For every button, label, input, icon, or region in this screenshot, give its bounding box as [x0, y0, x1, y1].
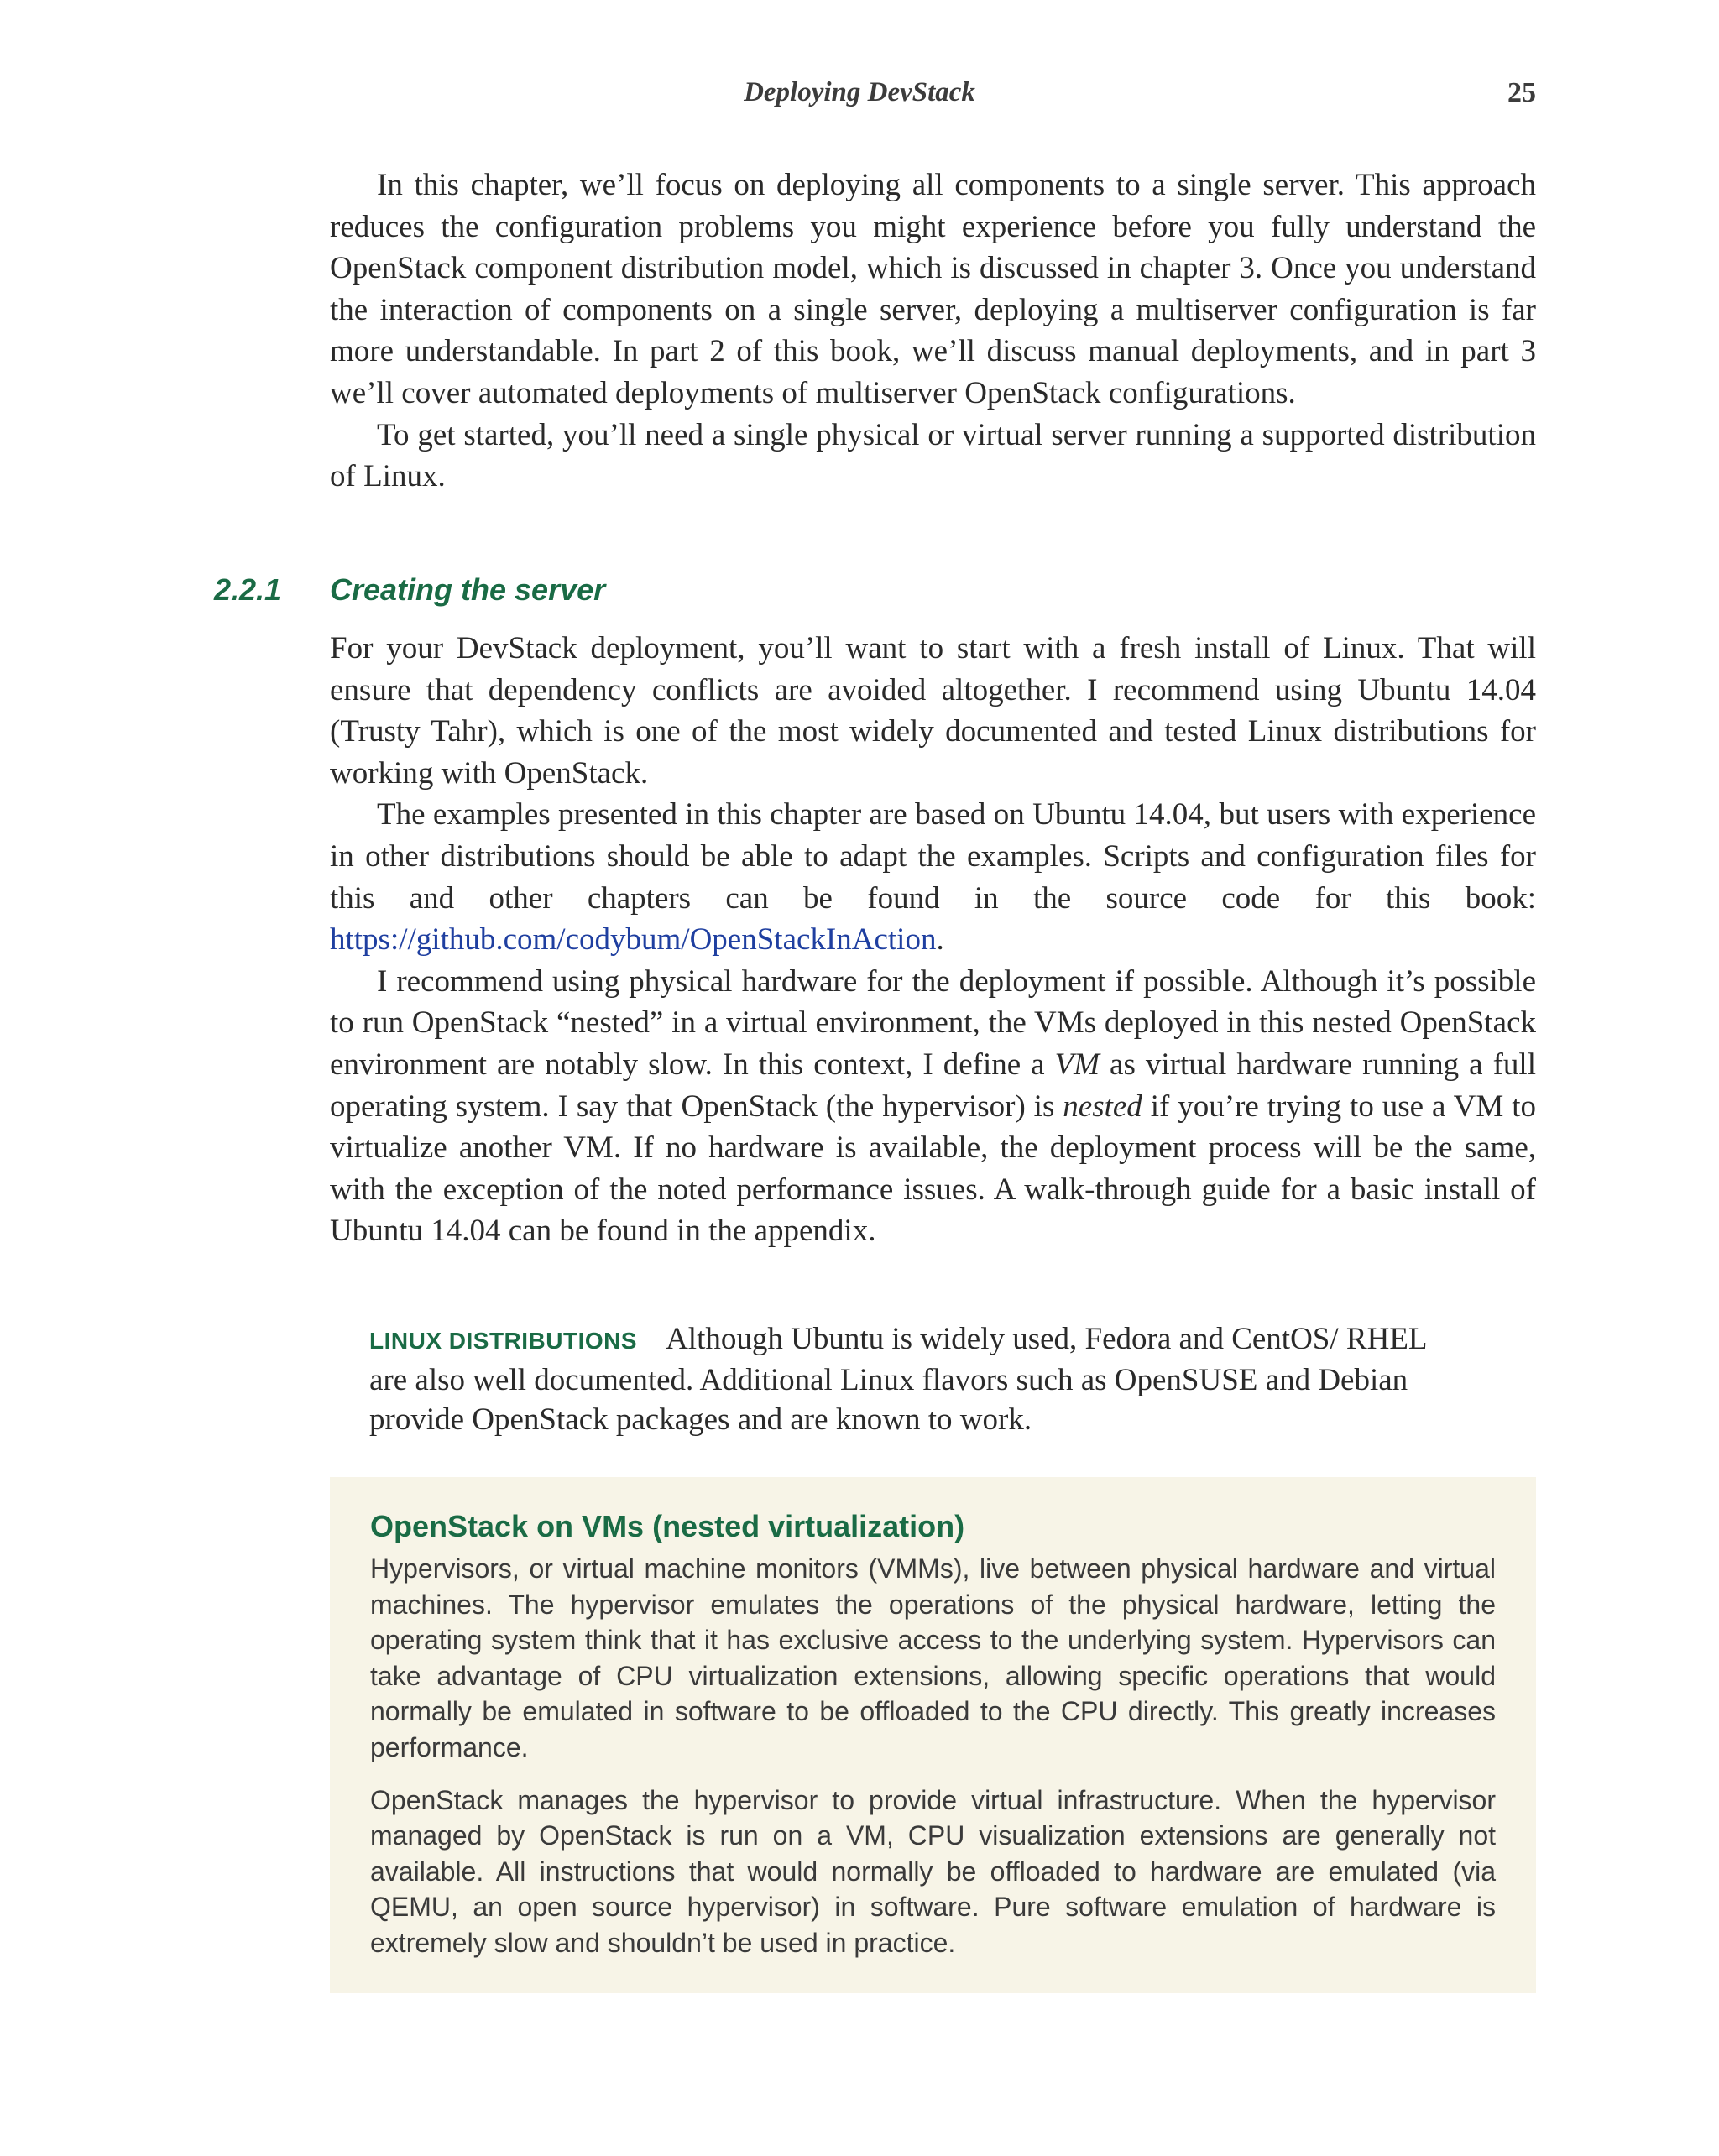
intro-paragraph-2: To get started, you’ll need a single physical or virtual server running a supported distribution of Linux.: [330, 417, 1536, 494]
section-paragraph-1: For your DevStack deployment, you’ll want to start with a fresh install of Linux. That will ensure that dependency conflicts are avoided altogether. I recommend using Ubuntu 14.04 (Trusty Tahr), which is one of the most widely documented and tested Linux distributions for working with OpenStack.: [330, 631, 1536, 791]
section-paragraph-2-text: The examples presented in this chapter are based on Ubuntu 14.04, but users with experience in other distributions should be able to adapt the examples. Scripts and configuration files for this and other chapters can be found in the source code for this book:: [330, 797, 1536, 916]
term-nested: nested: [1063, 1088, 1142, 1124]
section-paragraph-3-a: I recommend using physical hardware for the deployment if possible. Although it’s possible to run OpenStack “nested” in a virtual environment, the VMs deployed in this nested OpenStack environment are notably slow. In this context, I define a: [330, 963, 1536, 1082]
sidebar-title: OpenStack on VMs (nested virtualization): [370, 1509, 965, 1543]
intro-text: [330, 164, 1536, 498]
nested-virtualization-sidebar: [330, 1477, 1536, 1993]
section-paragraph-3: [330, 961, 1536, 1252]
section-number: 2.2.1: [214, 572, 282, 607]
sidebar-paragraph-2: OpenStack manages the hypervisor to provide virtual infrastructure. When the hypervisor managed by OpenStack is run on a VM, CPU visualization extensions are generally not available. All instructions that would normally be offloaded to hardware are emulated (via QEMU, an open source hypervisor) in software. Pure software emulation of hardware is extremely slow and shouldn’t be used in practice.: [370, 1784, 1496, 1958]
page-number: 25: [1507, 77, 1536, 108]
running-title: Deploying DevStack: [744, 77, 975, 107]
section-heading: [0, 572, 1719, 614]
term-vm: VM: [1054, 1047, 1100, 1082]
section-paragraph-2: [330, 794, 1536, 960]
section-body: [330, 628, 1536, 1252]
note-label: LINUX DISTRIBUTIONS: [369, 1328, 638, 1354]
page-header: [0, 77, 1719, 119]
source-code-link[interactable]: https://github.com/codybum/OpenStackInAction: [330, 922, 937, 958]
intro-paragraph-1: In this chapter, we’ll focus on deploying all components to a single server. This approach reduces the configuration problems you might experience before you fully understand the OpenStack component distribution model, which is discussed in chapter 3. Once you understand the interaction of components on a single server, deploying a multiserver configuration is far more understandable. In part 2 of this book, we’ll discuss manual deployments, and in part 3 we’ll cover automated deployments of multiserver OpenStack configurations.: [330, 168, 1536, 410]
section-paragraph-3-b: as virtual hardware running a full operating system. I say that OpenStack (the hypervisor) is: [330, 1047, 1536, 1124]
section-title: Creating the server: [330, 572, 606, 607]
section-paragraph-3-c: if you’re trying to use a VM to virtualize another VM. If no hardware is available, the deployment process will be the same, with the exception of the noted performance issues. A walk-through guide for a basic install of Ubuntu 14.04 can be found in the appendix.: [330, 1088, 1536, 1249]
linux-distributions-note: [369, 1319, 1460, 1439]
sidebar-paragraph-1: Hypervisors, or virtual machine monitors (VMMs), live between physical hardware and virtual machines. The hypervisor emulates the operations of the physical hardware, letting the operating system think that it has exclusive access to the underlying system. Hypervisors can take advantage of CPU virtualization extensions, allowing specific operations that would normally be emulated in software to be offloaded to the CPU directly. This greatly increases performance.: [370, 1553, 1496, 1762]
section-paragraph-2-end: .: [936, 922, 944, 958]
note-text: Although Ubuntu is widely used, Fedora and CentOS/ RHEL are also well documented. Additional Linux flavors such as OpenSUSE and Debian provide OpenStack packages and are known to work.: [369, 1322, 1427, 1437]
